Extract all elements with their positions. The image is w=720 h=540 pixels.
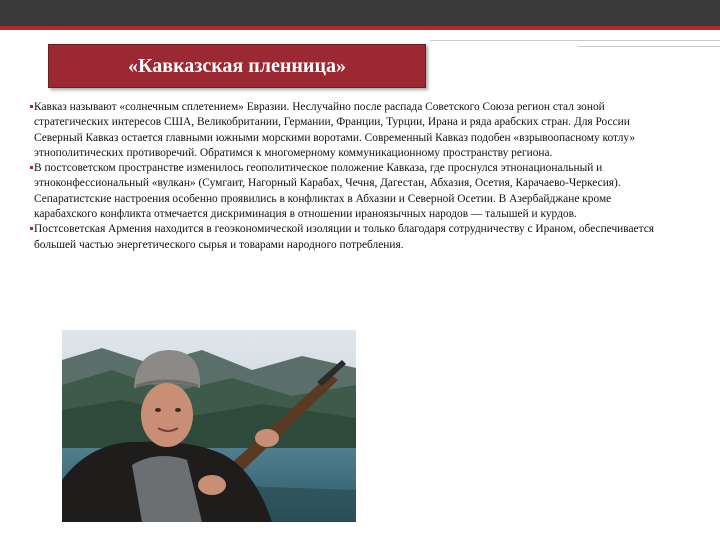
bullet-icon <box>30 166 33 169</box>
bullet-icon <box>30 227 33 230</box>
paragraph-text: Кавказ называют «солнечным сплетением» Евразии. Неслучайно после распада Советского Союза регион стал зоной стратегических интересов США, Великобритании, Германии, Франции, Турции, Ирана и ряда арабских стран. Для России Северный Кавказ остается главными южными морскими воротами. Современный Кавказ подобен «взрывоопасному котлу» этнополитических противоречий. Обратимся к многомерному коммуникационному пространству региона. <box>34 101 636 159</box>
paragraph-text: Постсоветская Армения находится в геоэкономической изоляции и только благодаря сотрудничеству с Ираном, обеспечивается большей частью энергетического сырья и товарами народного потребления. <box>34 223 655 251</box>
top-accent-line <box>0 26 720 30</box>
top-bar <box>0 0 720 26</box>
paragraph-text: В постсоветском пространстве изменилось геополитическое положение Кавказа, где проснулся этнонациональный и этноконфессиональный «вулкан» (Сумгаит, Нагорный Карабах, Чечня, Дагестан, Абхазия, Осетия, Карачаево-Черкесия). Сепаратистские настроения особенно проявились в конфликтах в Абхазии и Северной Осетии. В Азербайджане кроме карабахского конфликта отмечается дискриминация в отношении ираноязычных народов — талышей и курдов. <box>34 162 621 221</box>
body-text <box>32 100 672 253</box>
photo-man-with-rifle <box>62 330 356 522</box>
paragraph <box>32 161 672 222</box>
photo-illustration <box>62 330 356 522</box>
title-banner <box>48 44 426 88</box>
slide-title: «Кавказская пленница» <box>128 54 346 77</box>
decorative-line <box>578 46 720 47</box>
paragraph <box>32 222 672 253</box>
decorative-line <box>430 40 720 41</box>
paragraph <box>32 100 672 161</box>
bullet-icon <box>30 105 33 108</box>
